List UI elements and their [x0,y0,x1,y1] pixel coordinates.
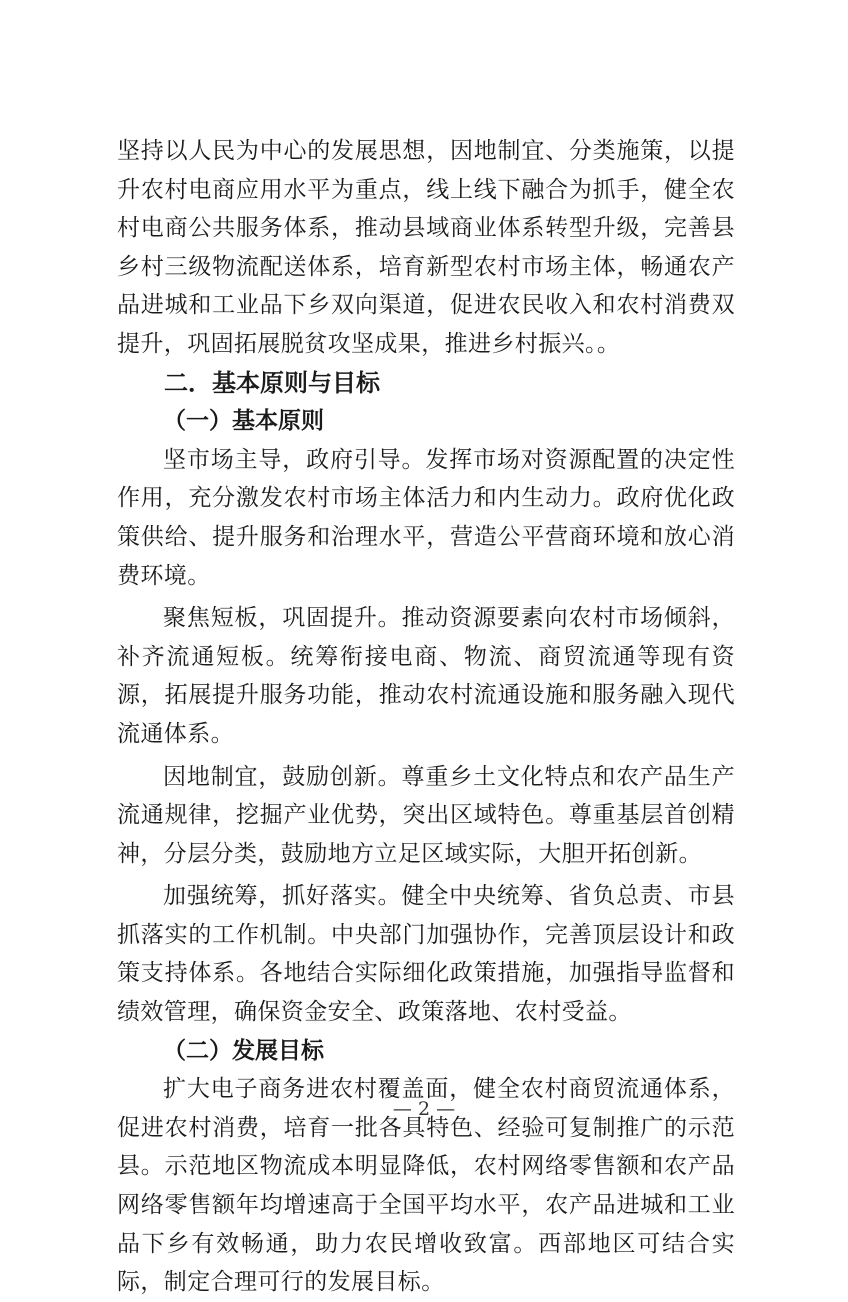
page-number: — 2 — [392,1098,456,1120]
principle-paragraph-shortboard: 聚焦短板，巩固提升。推动资源要素向农村市场倾斜，补齐流通短板。统筹衔接电商、物流、商贸流通等现有资源，拓展提升服务功能，推动农村流通设施和服务融入现代流通体系。 [117,605,735,747]
subsection-title-goals: （二）发展目标 [163,1036,324,1064]
principle-paragraph-market: 坚市场主导，政府引导。发挥市场对资源配置的决定性作用，充分激发农村市场主体活力和内生动力。政府优化政策供给、提升服务和治理水平，营造公平营商环境和放心消费环境。 [117,446,735,589]
principle-paragraph-innovation: 因地制宜，鼓励创新。尊重乡土文化特点和农产品生产流通规律，挖掘产业优势，突出区域特色。尊重基层首创精神，分层分类，鼓励地方立足区域实际，大胆开拓创新。 [117,763,735,867]
section-heading: 二．基本原则与目标 [164,368,380,397]
intro-paragraph: 坚持以人民为中心的发展思想，因地制宜、分类施策，以提升农村电商应用水平为重点，线上线下融合为抓手，健全农村电商公共服务体系，推动县域商业体系转型升级，完善县乡村三级物流配送体系，培育新型农村市场主体，畅通农产品进城和工业品下乡双向渠道，促进农民收入和农村消费双提升，巩固拓展脱贫攻坚成果，推进乡村振兴。。 [117,138,735,357]
subsection-title-principles: （一）基本原则 [163,407,324,435]
principle-paragraph-implementation: 加强统筹，抓好落实。健全中央统筹、省负总责、市县抓落实的工作机制。中央部门加强协作，完善顶层设计和政策支持体系。各地结合实际细化政策措施，加强指导监督和绩效管理，确保资金安全、政策落地、农村受益。 [117,883,735,1026]
document-body [117,132,735,1302]
goals-paragraph: 扩大电子商务进农村覆盖面，健全农村商贸流通体系，促进农村消费，培育一批各具特色、经验可复制推广的示范县。示范地区物流成本明显降低，农村网络零售额和农产品网络零售额年均增速高于全国平均水平，农产品进城和工业品下乡有效畅通，助力农民增收致富。西部地区可结合实际，制定合理可行的发展目标。 [117,1076,735,1296]
